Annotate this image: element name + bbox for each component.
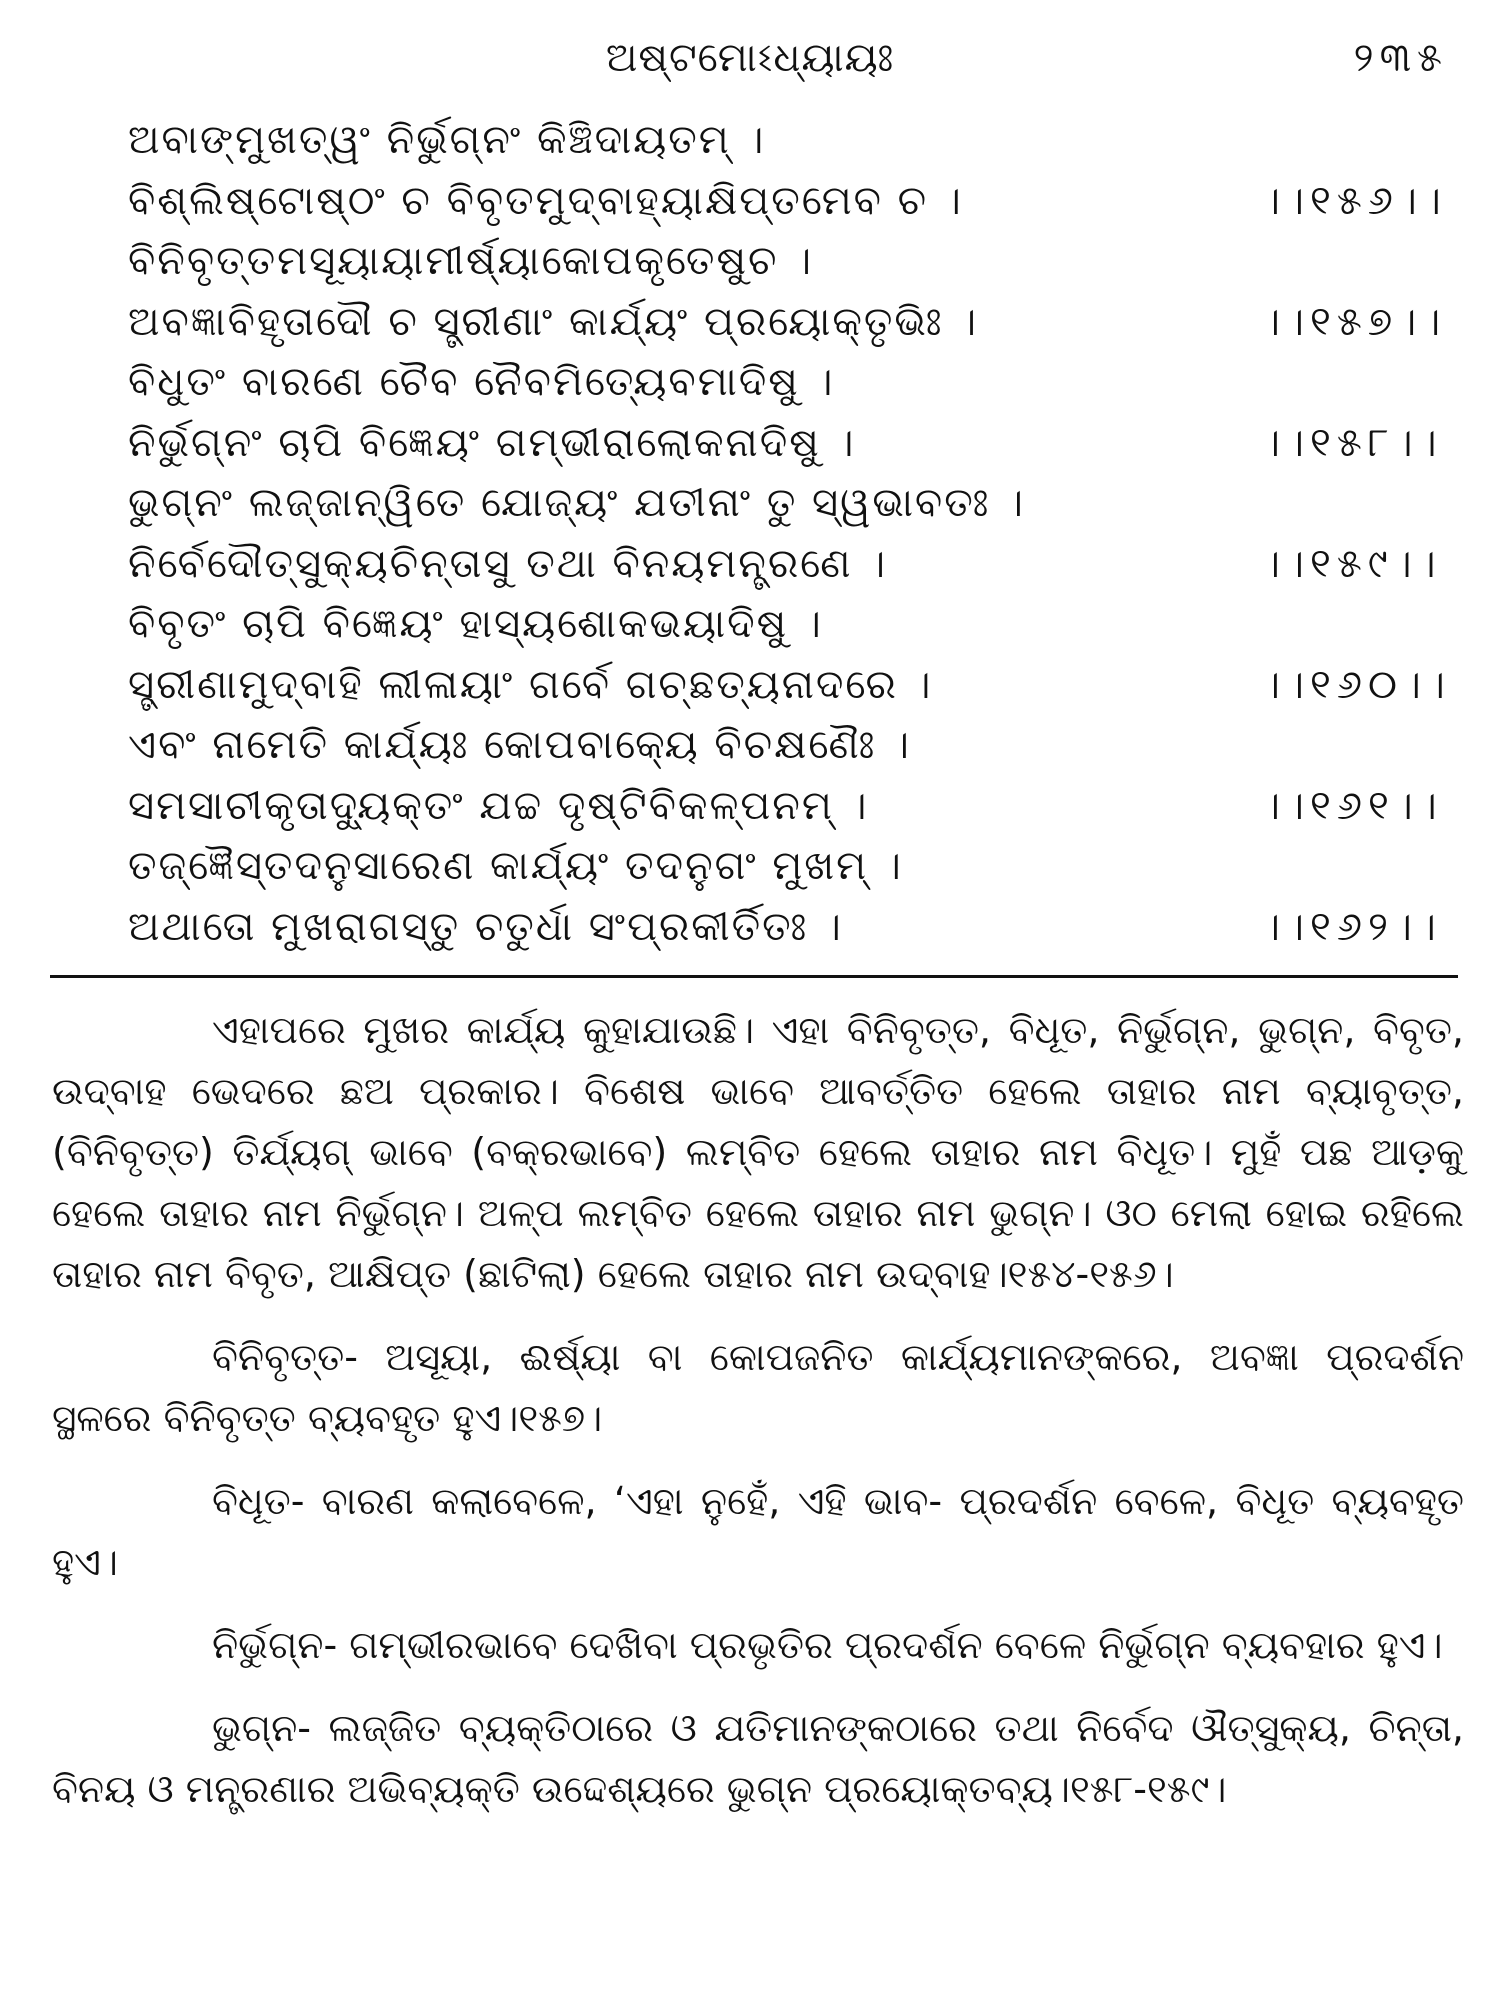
- verse-line: [128, 292, 1468, 353]
- verse-text: ବିବୃତଂ ଚାପି ବିଜ୍ଞେୟଂ ହାସ୍ୟଶୋକଭୟାଦିଷୁ ।: [128, 601, 823, 647]
- verse-line: [128, 473, 1468, 534]
- commentary-paragraph: ନିର୍ଭୁଗ୍ନ- ଗମ୍ଭୀରଭାବେ ଦେଖିବା ପ୍ରଭୃତିର ପ୍ରଦର୍ଶନ ବେଳେ ନିର୍ଭୁଗ୍ନ ବ୍ୟବହାର ହୁଏ।: [212, 1623, 1443, 1667]
- verse-line: [128, 171, 1468, 232]
- verse-text: ବିଧୁତଂ ବାରଣେ ଚୈବ ନୈବମିତ୍ୟେବମାଦିଷୁ ।: [128, 359, 835, 405]
- commentary-block: [52, 1000, 1464, 1820]
- running-head: ଅଷ୍ଟମୋଽଧ୍ୟାୟଃ: [605, 35, 895, 81]
- verse-text: ନିର୍ବେଦୌତ୍ସୁକ୍ୟଚିନ୍ତାସୁ ତଥା ବିନୟମନ୍ତ୍ରଣେ ।: [128, 540, 888, 587]
- verse-number: ।।୧୫୬।।: [1262, 177, 1447, 224]
- commentary-paragraph: ଏହାପରେ ମୁଖର କାର୍ଯ୍ୟ କୁହାଯାଉଛି। ଏହା ବିନିବୃତ୍ତ, ବିଧୂତ, ନିର୍ଭୁଗ୍ନ, ଭୁଗ୍ନ, ବିବୃତ, ଉଦ୍‌ବାହ ଭେଦରେ ଛଅ ପ୍ରକାର। ବିଶେଷ ଭାବେ ଆବର୍ତ୍ତିତ ହେଲେ ତାହାର ନାମ ବ୍ୟାବୃତ୍ତ, (ବିନିବୃତ୍ତ) ତିର୍ଯ୍ୟଗ୍ ଭାବେ (ବକ୍ରଭାବେ) ଲମ୍ବିତ ହେଲେ ତାହାର ନାମ ବିଧୂତ। ମୁହଁ ପଛ ଆଡ଼କୁ ହେଲେ ତାହାର ନାମ ନିର୍ଭୁଗ୍ନ। ଅଳ୍ପ ଲମ୍ବିତ ହେଲେ ତାହାର ନାମ ଭୁଗ୍ନ। ଓଠ ମେଲା ହୋଇ ରହିଲେ ତାହାର ନାମ ବିବୃତ, ଆକ୍ଷିପ୍ତ (ଛାଟିଲା) ହେଲେ ତାହାର ନାମ ଉଦ୍‌ବାହ।୧୫୪-୧୫୬।: [52, 1008, 1464, 1296]
- verse-block: [128, 110, 1468, 957]
- verse-line: [128, 897, 1468, 958]
- verse-line: [128, 776, 1468, 837]
- verse-number: ।।୧୬୧।।: [1262, 782, 1443, 829]
- commentary-paragraph: ବିଧୂତ- ବାରଣ କଲାବେଳେ, ‘ଏହା ନୁହେଁ, ଏହି ଭାବ- ପ୍ରଦର୍ଶନ ବେଳେ, ବିଧୂତ ବ୍ୟବହୃତ ହୁଏ।: [52, 1479, 1464, 1584]
- verse-text: ଅଥାତୋ ମୁଖରାଗସ୍ତୁ ଚତୁର୍ଧା ସଂପ୍ରକୀର୍ତିତଃ ।: [128, 903, 843, 950]
- verse-number: ।।୧୫୯।।: [1262, 540, 1442, 587]
- verse-text: ଅବଜ୍ଞାବିହୃତାଦୌ ଚ ସ୍ତ୍ରୀଣାଂ କାର୍ଯ୍ୟଂ ପ୍ରୟୋକ୍ତୃଭିଃ ।: [128, 298, 979, 345]
- verse-text: ଏବଂ ନାମେତି କାର୍ଯ୍ୟଃ କୋପବାକ୍ୟେ ବିଚକ୍ଷଣୈଃ ।: [128, 722, 911, 768]
- verse-line: [128, 110, 1468, 171]
- page-header: [0, 28, 1500, 88]
- commentary-paragraph: ଭୁଗ୍ନ- ଲଜ୍ଜିତ ବ୍ୟକ୍ତିଠାରେ ଓ ଯତିମାନଙ୍କଠାରେ ତଥା ନିର୍ବେଦ ଔତ୍ସୁକ୍ୟ, ଚିନ୍ତା, ବିନୟ ଓ ମନ୍ତ୍ରଣାର ଅଭିବ୍ୟକ୍ତି ଉଦ୍ଦେଶ୍ୟରେ ଭୁଗ୍ନ ପ୍ରୟୋକ୍ତବ୍ୟ।୧୫୮-୧୫୯।: [52, 1706, 1464, 1811]
- verse-number: ।।୧୫୭।।: [1262, 298, 1447, 345]
- verse-line: [128, 413, 1468, 474]
- verse-line: [128, 534, 1468, 595]
- verse-line: [128, 715, 1468, 776]
- verse-number: ।।୧୬୦।।: [1262, 661, 1451, 708]
- verse-text: ସମସାଚୀକୃତାଦ୍ୟୁକ୍ତଂ ଯଚ୍ଚ ଦୃଷ୍ଟିବିକଳ୍ପନମ୍ ।: [128, 782, 869, 829]
- verse-text: ଭୁଗ୍ନଂ ଲଜ୍ଜାନ୍ୱିତେ ଯୋଜ୍ୟଂ ଯତୀନାଂ ତୁ ସ୍ୱଭାବତଃ ।: [128, 480, 1026, 526]
- page-number: ୨୩୫: [1353, 35, 1448, 81]
- verse-text: ସ୍ତ୍ରୀଣାମୁଦ୍‌ବାହି ଲୀଳାୟାଂ ଗର୍ବେ ଗଚ୍ଛତ୍ୟନାଦରେ ।: [128, 661, 933, 708]
- verse-line: [128, 352, 1468, 413]
- verse-text: ବିନିବୃତ୍ତମସୂୟାୟାମୀର୍ଷ୍ୟାକୋପକୃତେଷୁଚ ।: [128, 238, 814, 284]
- verse-number: ।।୧୫୮।।: [1262, 419, 1443, 466]
- commentary-paragraph: ବିନିବୃତ୍ତ- ଅସୂୟା, ଈର୍ଷ୍ୟା ବା କୋପଜନିତ କାର୍ଯ୍ୟମାନଙ୍କରେ, ଅବଜ୍ଞା ପ୍ରଦର୍ଶନ ସ୍ଥଳରେ ବିନିବୃତ୍ତ ବ୍ୟବହୃତ ହୁଏ।୧୫୭।: [52, 1335, 1464, 1440]
- verse-text: ତଜ୍‌ଜ୍ଞୈସ୍ତଦନୁସାରେଣ କାର୍ଯ୍ୟଂ ତଦନୁଗଂ ମୁଖମ୍ ।: [128, 843, 903, 889]
- verse-text: ନିର୍ଭୁଗ୍ନଂ ଚାପି ବିଜ୍ଞେୟଂ ଗମ୍ଭୀରାଲୋକନାଦିଷୁ ।: [128, 419, 856, 466]
- verse-line: [128, 594, 1468, 655]
- verse-line: [128, 655, 1468, 716]
- verse-number: ।।୧୬୨।।: [1262, 903, 1442, 950]
- section-divider: [50, 975, 1458, 978]
- verse-line: [128, 836, 1468, 897]
- verse-text: ବିଶ୍ଲିଷ୍ଟୋଷ୍ଠଂ ଚ ବିବୃତମୁଦ୍‌ବାହ୍ୟାକ୍ଷିପ୍ତମେବ ଚ ।: [128, 177, 963, 224]
- verse-line: [128, 231, 1468, 292]
- verse-text: ଅବାଙ୍‌ମୁଖତ୍ୱଂ ନିର୍ଭୁଗ୍ନଂ କିଞ୍ଚିଦାୟତମ୍ ।: [128, 117, 766, 163]
